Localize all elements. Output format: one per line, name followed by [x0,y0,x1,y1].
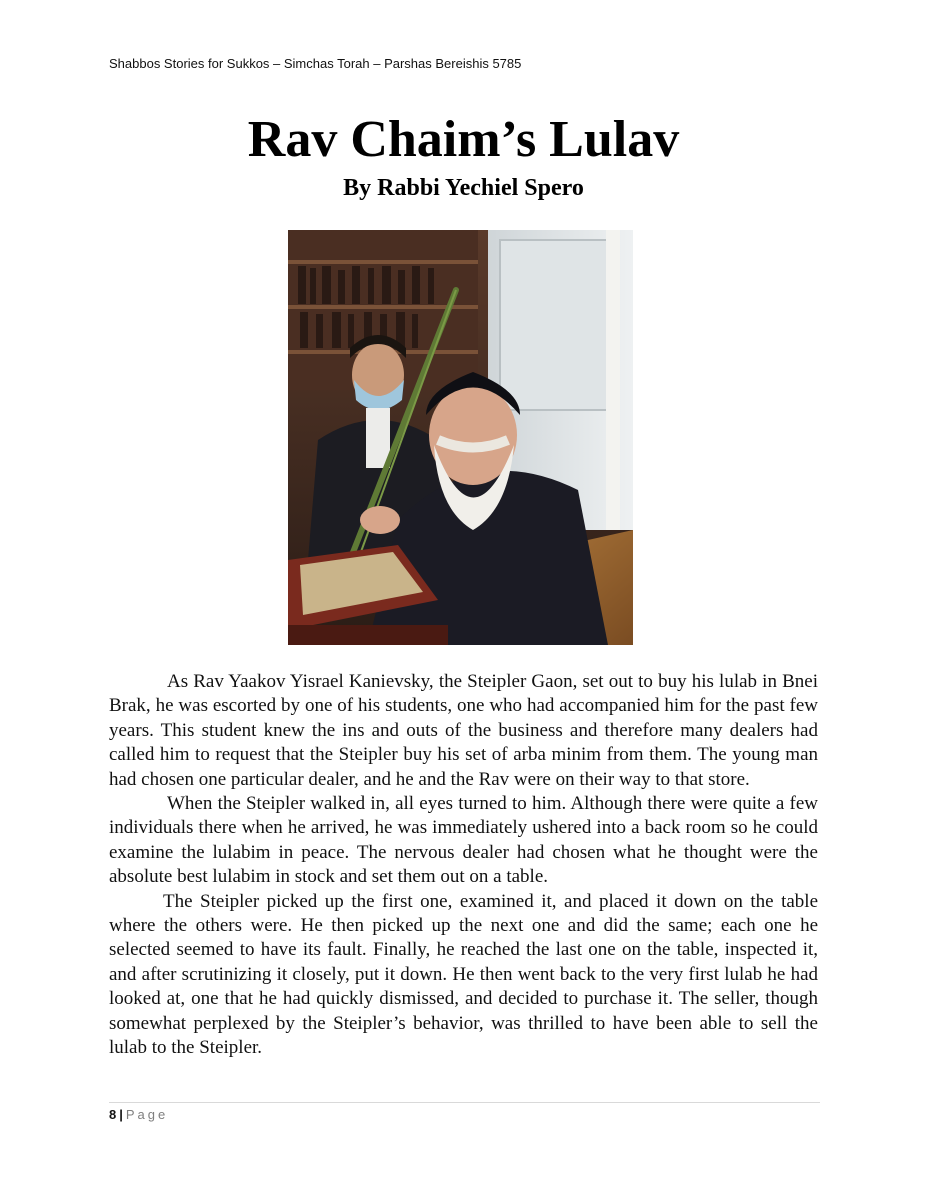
footer-separator: | [119,1107,123,1122]
paragraph: When the Steipler walked in, all eyes turned to him. Although there were quite a few individuals there when he arrived, he was immediately ushered into a back room so he could examine the lulabim in peace. The nervous dealer had chosen what he thought were the absolute best lulabim in stock and set them out on a table. [109,793,818,888]
article-body [109,670,818,1061]
article-byline: By Rabbi Yechiel Spero [343,175,584,201]
page-label: Page [125,1107,169,1122]
page-footer [109,1107,168,1122]
footer-divider [109,1102,820,1103]
running-header: Shabbos Stories for Sukkos – Simchas Torah – Parshas Bereishis 5785 [109,56,522,71]
paragraph: The Steipler picked up the first one, examined it, and placed it down on the table where the others were. He then picked up the next one and did the same; each one he selected seemed to have its fault. Finally, he reached the last one on the table, inspected it, and after scrutinizing it closely, put it down. He then went back to the very first lulab he had looked at, one that he had quickly dismissed, and decided to purchase it. The seller, though somewhat perplexed by the Steipler’s behavior, was thrilled to have been able to sell the lulab to the Steipler. [109,890,818,1059]
page-number: 8 [109,1107,117,1122]
article-title: Rav Chaim’s Lulav [247,111,680,168]
paragraph: As Rav Yaakov Yisrael Kanievsky, the Steipler Gaon, set out to buy his lulab in Bnei Brak, he was escorted by one of his students, one who had accompanied him for the past few years. This student knew the ins and outs of the business and therefore many dealers had called him to request that the Steipler buy his set of arba minim from them. The young man had chosen one particular dealer, and he and the Rav were on their way to that store. [109,671,818,790]
article-photo [288,230,633,645]
